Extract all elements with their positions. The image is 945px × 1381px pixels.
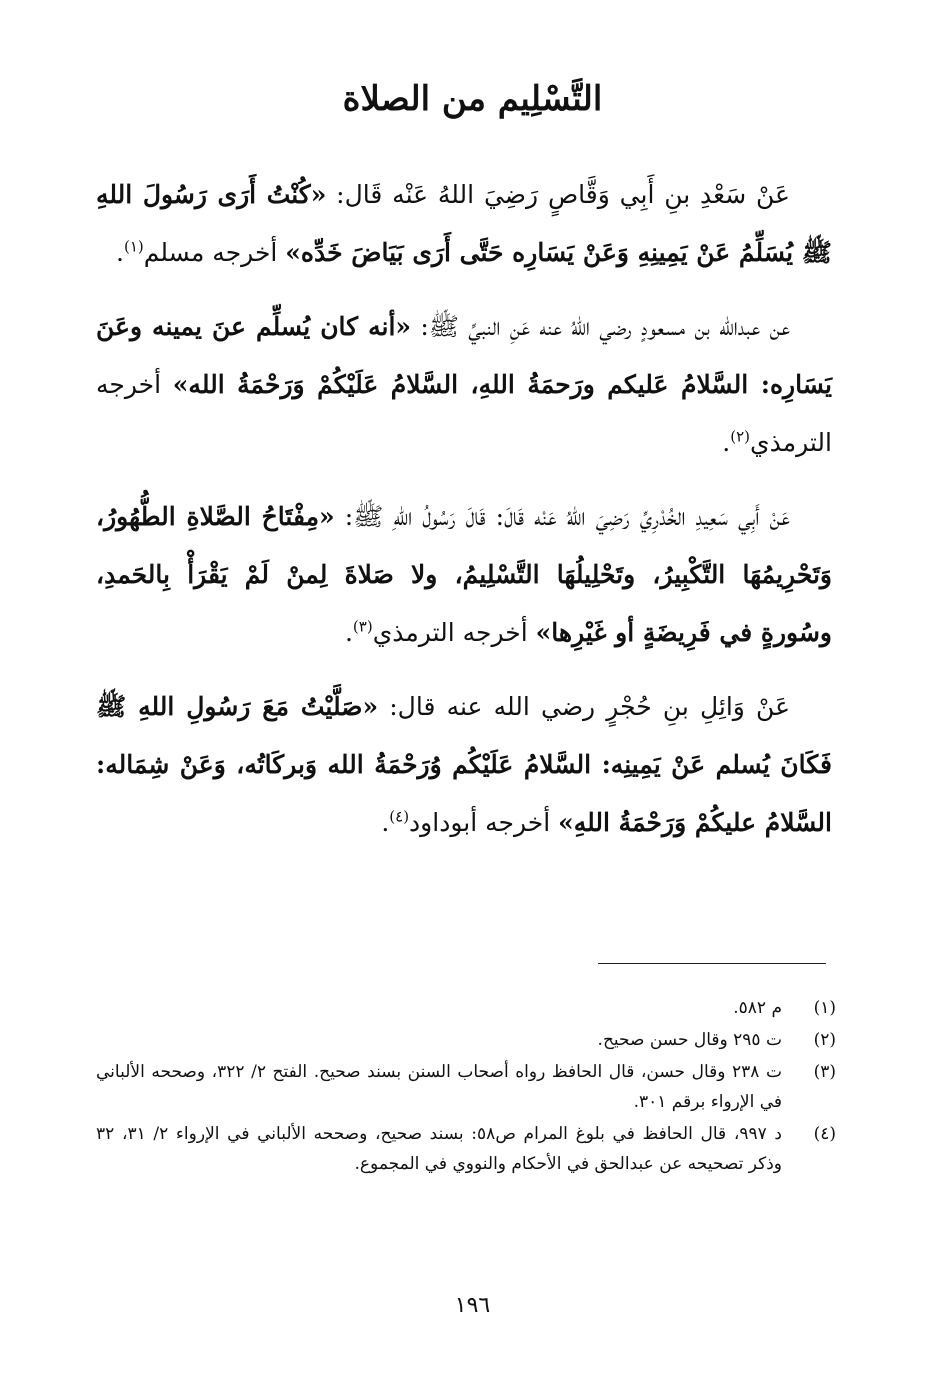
hadith-attribution: أخرجه مسلم — [143, 238, 286, 267]
footnote-text: ت ٢٩٥ وقال حسن صحيح. — [597, 1030, 782, 1050]
footnote-number: (١) — [813, 998, 836, 1018]
footnote-item — [96, 993, 836, 1023]
sentence-end: . — [116, 238, 124, 267]
footnote-reference[interactable]: (١) — [123, 237, 144, 256]
footnote-reference[interactable]: (٣) — [352, 617, 373, 636]
footnote-item — [96, 1057, 836, 1117]
hadith-intro: عن عبدالله بن مسعودٍ رضي اللهُ عنه عَنِ النبيِّ ﷺ: — [411, 312, 791, 341]
hadith-paragraph — [96, 166, 832, 282]
hadith-quote: «كُنْتُ أَرَى رَسُولَ اللهِ ﷺ يُسَلِّمُ عَنْ يَمِينِهِ وَعَنْ يَسَارِه حَتَّى أَرَى بَيَاضَ خَدِّه» — [96, 180, 832, 267]
hadith-quote: «مِفْتَاحُ الصَّلاةِ الطُّهُورُ، وَتَحْرِيمُهَا التَّكْبِيرُ، وتَحْلِيلُهَا التَّسْلِيمُ، ولا صَلاةَ لِمنْ لَمْ يَقْرَأْ بِالحَمدِ، وسُورةٍ في فَرِيضَةٍ أو غَيْرِها» — [96, 502, 832, 647]
footnote-divider — [598, 963, 826, 964]
footnote-item — [96, 1025, 836, 1055]
hadith-quote: «أنه كان يُسلِّم عنَ يمينه وعَنَ يَسَارِه: السَّلامُ عَليكم ورَحمَةُ اللهِ، السَّلامُ عَلَيْكُمْ وَرَحْمَةُ الله» — [96, 312, 832, 399]
sentence-end: . — [381, 808, 390, 837]
hadith-paragraph — [96, 488, 832, 662]
footnote-reference[interactable]: (٤) — [389, 807, 410, 826]
hadith-attribution: أخرجه أبوداود — [409, 808, 559, 837]
hadith-quote: «صَلَّيْتُ مَعَ رَسُولِ اللهِ ﷺ فَكَانَ يُسلم عَنْ يَمِينِه: السَّلامُ عَلَيْكُم وُرَحْمَةُ الله وَبركَاتُه، وَعَنْ شِمَاله: السَّلامُ عليكُمْ وَرَحْمَةُ اللهِ» — [96, 692, 832, 837]
chapter-title: التَّسْلِيم من الصلاة — [342, 79, 603, 119]
footnote-number: (٢) — [813, 1030, 836, 1050]
footnote-text: م ٥٨٢. — [733, 998, 782, 1018]
footnotes-list — [96, 993, 836, 1181]
footnote-number: (٣) — [813, 1062, 836, 1082]
hadith-paragraph — [96, 678, 832, 852]
hadith-intro: عَنْ سَعْدِ بنِ أَبِي وَقَّاصٍ رَضِيَ اللهُ عَنْه قَال: — [326, 180, 790, 209]
footnote-reference[interactable]: (٢) — [730, 427, 751, 446]
footnote-text: ت ٢٣٨ وقال حسن، قال الحافظ رواه أصحاب السنن بسند صحيح. الفتح ٢/ ٣٢٢، وصححه الألباني في الإرواء برقم ٣٠١. — [96, 1062, 782, 1112]
hadith-attribution: أخرجه الترمذي — [372, 618, 536, 647]
footnote-number: (٤) — [813, 1124, 836, 1144]
hadith-paragraph — [96, 298, 832, 472]
hadith-attribution: أخرجه الترمذي — [96, 370, 832, 457]
hadith-intro: عَنْ وَائِلِ بنِ حُجْرٍ رضي الله عنه قال: — [378, 692, 790, 721]
footnote-item — [96, 1119, 836, 1179]
page-number: ١٩٦ — [454, 1293, 491, 1318]
sentence-end: . — [344, 618, 353, 647]
hadith-intro: عَنْ أَبِي سَعِيدِ الخُدْرِيِّ رَضِيَ اللهُ عَنْه قَالَ: قَالَ رَسُولُ اللهِ ﷺ: — [334, 502, 791, 531]
hadith-body — [96, 166, 832, 868]
sentence-end: . — [722, 428, 731, 457]
footnote-text: د ٩٩٧، قال الحافظ في بلوغ المرام ص٥٨: بسند صحيح، وصححه الألباني في الإرواء ٢/ ٣١، ٣٢ وذكر تصحيحه عن عبدالحق في الأحكام والنووي في المجموع. — [96, 1124, 782, 1174]
